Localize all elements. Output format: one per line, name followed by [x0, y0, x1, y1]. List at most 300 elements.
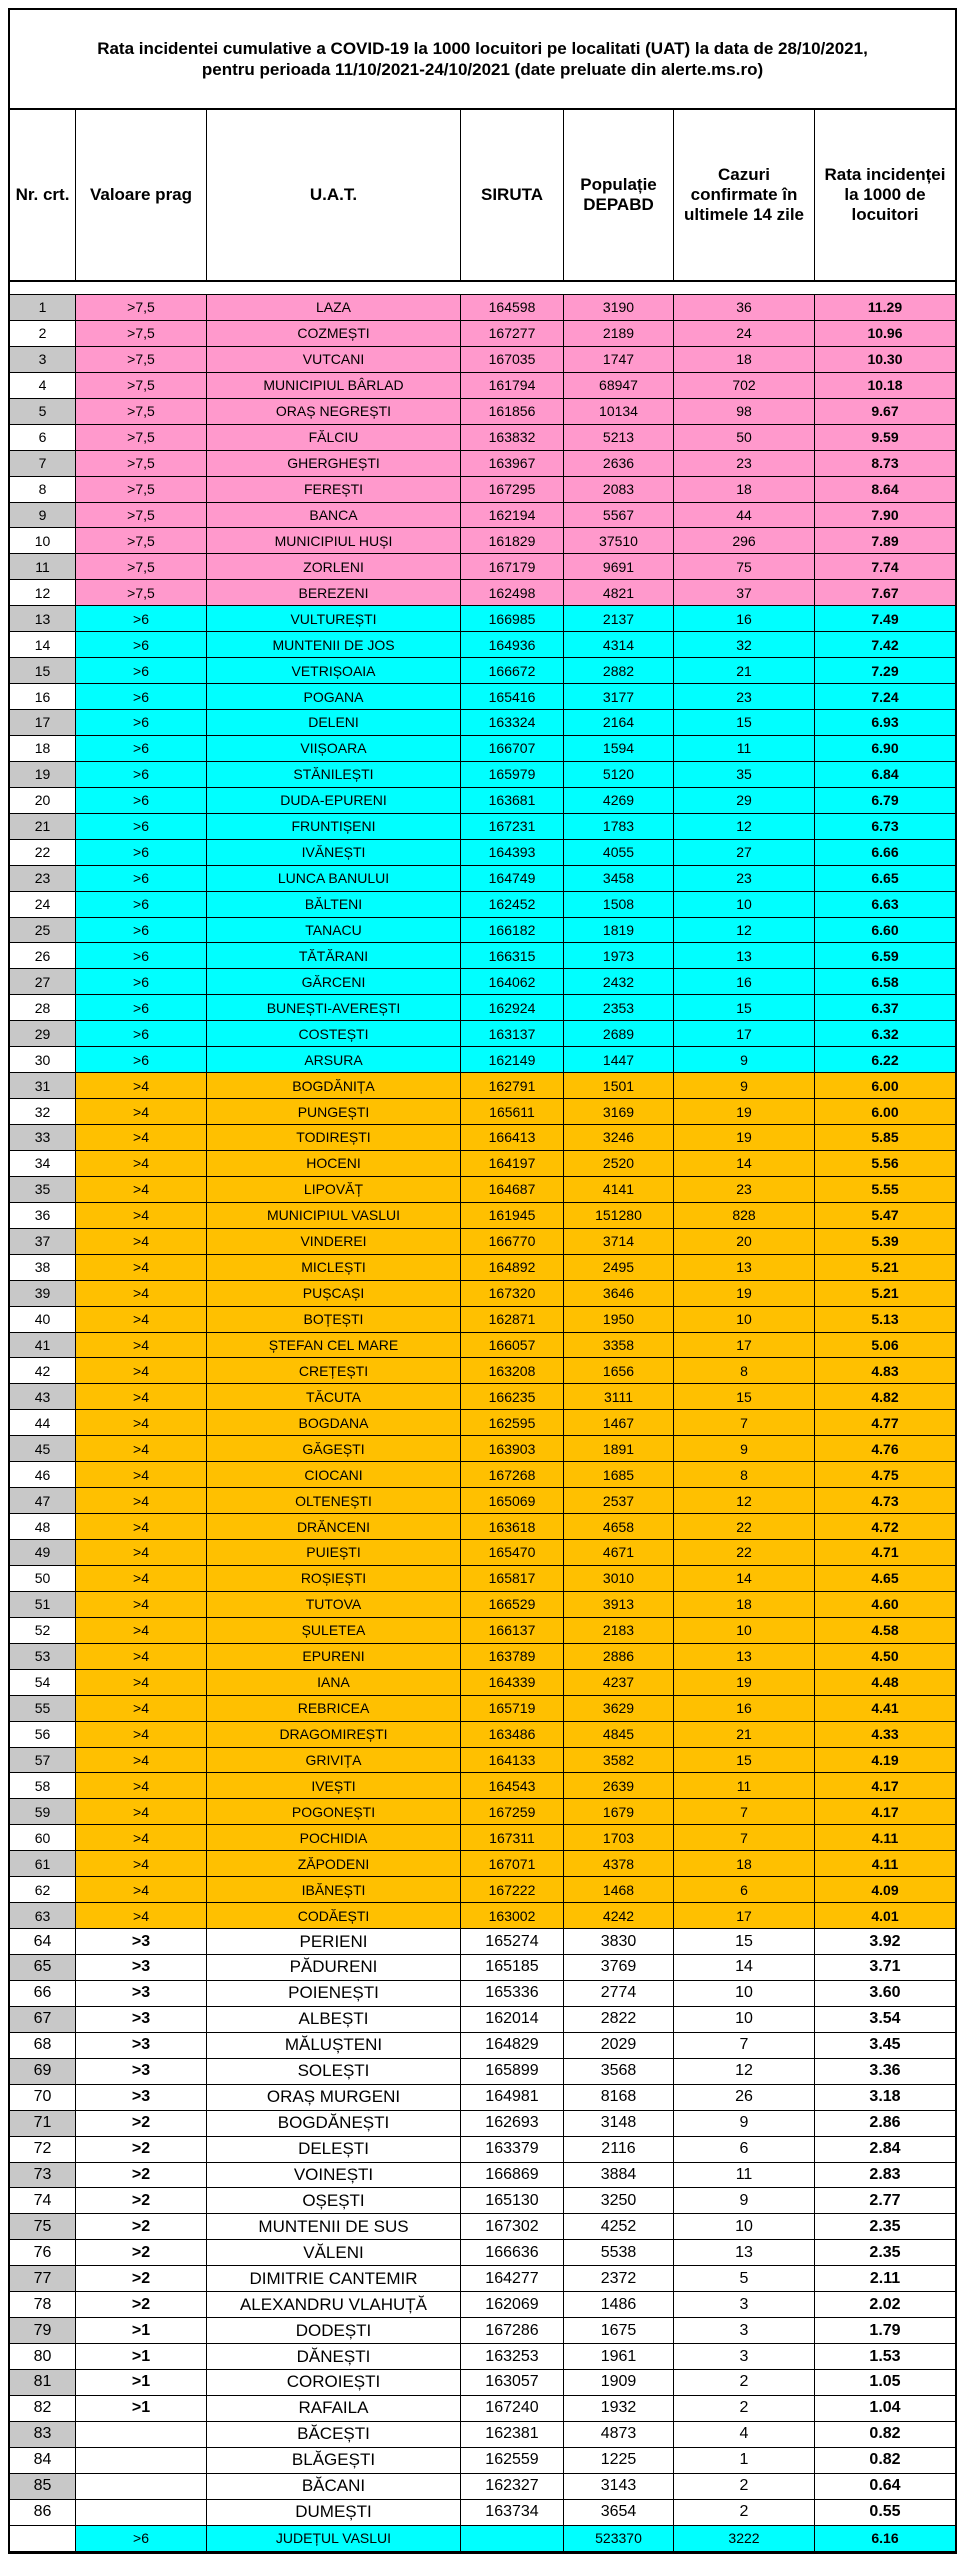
cell-nr: 42: [10, 1358, 76, 1383]
cell-siruta: 163789: [461, 1644, 564, 1669]
cell-populatie: 4378: [564, 1851, 674, 1876]
cell-uat: FĂLCIU: [207, 425, 461, 450]
cell-rata: 10.96: [867, 325, 903, 342]
cell-prag: >6: [76, 632, 207, 657]
cell-rata: 2.02: [869, 2295, 901, 2313]
cell-cazuri: 15: [674, 1748, 815, 1773]
cell-nr: 15: [10, 658, 76, 683]
cell-uat: POCHIDIA: [207, 1825, 461, 1850]
table-row: [10, 2370, 955, 2396]
cell-cazuri: 10: [674, 1618, 815, 1643]
cell-uat: CODĂEȘTI: [207, 1903, 461, 1928]
cell-rata: 6.00: [871, 1103, 899, 1120]
cell-uat: VĂLENI: [207, 2240, 461, 2265]
cell-populatie: 1225: [564, 2448, 674, 2473]
cell-populatie: 1468: [564, 1877, 674, 1902]
cell-populatie: 2372: [564, 2266, 674, 2291]
cell-uat: LAZA: [207, 295, 461, 320]
cell-populatie: 4237: [564, 1670, 674, 1695]
cell-cazuri: 7: [674, 1410, 815, 1435]
cell-rata: 6.00: [871, 1077, 899, 1094]
cell-nr: 4: [10, 373, 76, 398]
cell-rata: 4.17: [871, 1777, 899, 1794]
cell-populatie: 2639: [564, 1773, 674, 1798]
table-row: [10, 866, 955, 892]
table-row: [10, 2318, 955, 2344]
cell-populatie: 1679: [564, 1799, 674, 1824]
cell-nr: 19: [10, 762, 76, 787]
cell-nr: 65: [10, 1955, 76, 1980]
cell-uat: GHERGHEȘTI: [207, 451, 461, 476]
cell-rata: 4.17: [871, 1803, 899, 1820]
cell-rata: 10.18: [867, 377, 903, 394]
cell-rata: 6.58: [871, 973, 899, 990]
cell-uat: ROȘIEȘTI: [207, 1566, 461, 1591]
cell-cazuri: 18: [674, 1851, 815, 1876]
cell-prag: >4: [76, 1436, 207, 1461]
header-nr: Nr. crt.: [10, 110, 76, 280]
cell-siruta: 165069: [461, 1488, 564, 1513]
cell-populatie: 1747: [564, 347, 674, 372]
cell-siruta: 163967: [461, 451, 564, 476]
cell-siruta: 162381: [461, 2422, 564, 2447]
cell-rata: 4.11: [871, 1829, 899, 1846]
table-row: [10, 632, 955, 658]
cell-cazuri: 10: [674, 1307, 815, 1332]
cell-uat: VOINEȘTI: [207, 2163, 461, 2188]
cell-nr: 79: [10, 2318, 76, 2343]
table-row: [10, 1462, 955, 1488]
cell-populatie: 4269: [564, 788, 674, 813]
cell-siruta: 167302: [461, 2214, 564, 2239]
cell-uat: SOLEȘTI: [207, 2059, 461, 2084]
cell-prag: >2: [76, 2292, 207, 2317]
cell-rata: 7.89: [871, 532, 899, 549]
cell-nr: 54: [10, 1670, 76, 1695]
cell-nr: 62: [10, 1877, 76, 1902]
cell-rata: 6.90: [871, 740, 899, 757]
cell-nr: 6: [10, 425, 76, 450]
table-row: [10, 580, 955, 606]
cell-siruta: 162693: [461, 2111, 564, 2136]
table-row: [10, 1073, 955, 1099]
cell-populatie: 1961: [564, 2344, 674, 2369]
cell-uat: ȘULETEA: [207, 1618, 461, 1643]
cell-populatie: 1685: [564, 1462, 674, 1487]
cell-rata: 5.13: [871, 1311, 899, 1328]
cell-prag: >6: [76, 892, 207, 917]
cell-populatie: 3884: [564, 2163, 674, 2188]
cell-rata: 4.01: [871, 1907, 899, 1924]
cell-rata: 6.37: [871, 999, 899, 1016]
cell-rata: 0.64: [869, 2477, 901, 2495]
cell-siruta: 163137: [461, 1021, 564, 1046]
cell-uat: PUNGEȘTI: [207, 1099, 461, 1124]
cell-nr: 55: [10, 1696, 76, 1721]
cell-uat: COZMEȘTI: [207, 321, 461, 346]
cell-uat: IVEȘTI: [207, 1773, 461, 1798]
table-row: [10, 1929, 955, 1955]
cell-siruta: 166235: [461, 1384, 564, 1409]
cell-uat: DRAGOMIREȘTI: [207, 1722, 461, 1747]
cell-cazuri: 12: [674, 918, 815, 943]
cell-rata: 5.21: [871, 1259, 899, 1276]
cell-prag: >3: [76, 2085, 207, 2110]
cell-populatie: 1932: [564, 2396, 674, 2421]
cell-cazuri: 20: [674, 1229, 815, 1254]
cell-uat: DRĂNCENI: [207, 1514, 461, 1539]
cell-rata: 0.82: [869, 2425, 901, 2443]
cell-cazuri: 10: [674, 892, 815, 917]
cell-uat: IVĂNEȘTI: [207, 840, 461, 865]
cell-rata: 9.67: [871, 403, 899, 420]
cell-nr: 58: [10, 1773, 76, 1798]
table-row: [10, 606, 955, 632]
cell-uat: MUNICIPIUL VASLUI: [207, 1203, 461, 1228]
table-row: [10, 1229, 955, 1255]
cell-populatie: 2774: [564, 1981, 674, 2006]
cell-siruta: 163002: [461, 1903, 564, 1928]
cell-prag: >4: [76, 1696, 207, 1721]
table-row: [10, 2007, 955, 2033]
cell-nr: 44: [10, 1410, 76, 1435]
table-row: [10, 658, 955, 684]
cell-rata: 3.45: [869, 2036, 901, 2054]
header-uat: U.A.T.: [207, 110, 461, 280]
cell-siruta: 167179: [461, 554, 564, 579]
cell-siruta: 165899: [461, 2059, 564, 2084]
cell-nr: 71: [10, 2111, 76, 2136]
cell-cazuri: 15: [674, 1384, 815, 1409]
cell-nr: 38: [10, 1255, 76, 1280]
cell-cazuri: 12: [674, 1488, 815, 1513]
table-row: [10, 736, 955, 762]
cell-rata: 4.72: [871, 1518, 899, 1535]
cell-uat: GRIVIȚA: [207, 1748, 461, 1773]
table-row: [10, 2448, 955, 2474]
table-row: [10, 1670, 955, 1696]
cell-prag: >7,5: [76, 477, 207, 502]
table-row: [10, 1047, 955, 1073]
cell-populatie: 2432: [564, 969, 674, 994]
cell-prag: >7,5: [76, 528, 207, 553]
cell-cazuri: 98: [674, 399, 815, 424]
table-row: [10, 1307, 955, 1333]
cell-nr: 8: [10, 477, 76, 502]
cell-prag: >4: [76, 1462, 207, 1487]
cell-nr: 24: [10, 892, 76, 917]
table-row: [10, 295, 955, 321]
cell-uat: TODIREȘTI: [207, 1125, 461, 1150]
cell-rata: 6.22: [871, 1051, 899, 1068]
cell-prag: >7,5: [76, 373, 207, 398]
cell-nr: 43: [10, 1384, 76, 1409]
cell-rata: 2.35: [869, 2217, 901, 2235]
cell-siruta: 162871: [461, 1307, 564, 1332]
cell-nr: 49: [10, 1540, 76, 1565]
header-prag: Valoare prag: [76, 110, 207, 280]
cell-nr: 16: [10, 684, 76, 709]
cell-prag: >1: [76, 2396, 207, 2421]
cell-uat: ORAȘ MURGENI: [207, 2085, 461, 2110]
cell-siruta: 166315: [461, 943, 564, 968]
cell-cazuri: 24: [674, 321, 815, 346]
cell-populatie: 4821: [564, 580, 674, 605]
cell-cazuri: 10: [674, 1981, 815, 2006]
cell-populatie: 1467: [564, 1410, 674, 1435]
cell-prag: >6: [76, 866, 207, 891]
cell-prag: >4: [76, 1410, 207, 1435]
table-row: [10, 554, 955, 580]
cell-cazuri: 16: [674, 969, 815, 994]
cell-prag: >3: [76, 2007, 207, 2032]
cell-siruta: 162327: [461, 2474, 564, 2499]
cell-prag: >4: [76, 1073, 207, 1098]
cell-nr: 29: [10, 1021, 76, 1046]
cell-rata: 4.41: [871, 1700, 899, 1717]
cell-siruta: 161945: [461, 1203, 564, 1228]
cell-cazuri: 9: [674, 2188, 815, 2213]
cell-siruta: 163253: [461, 2344, 564, 2369]
cell-cazuri: 15: [674, 1929, 815, 1954]
cell-populatie: 1447: [564, 1047, 674, 1072]
cell-cazuri: 10: [674, 2214, 815, 2239]
table-row: [10, 1333, 955, 1359]
table-row: [10, 2214, 955, 2240]
cell-rata: 8.64: [871, 481, 899, 498]
table-row: [10, 347, 955, 373]
cell-uat: DIMITRIE CANTEMIR: [207, 2266, 461, 2291]
cell-nr: 36: [10, 1203, 76, 1228]
cell-nr: 17: [10, 710, 76, 735]
cell-rata: 4.58: [871, 1622, 899, 1639]
cell-rata: 8.73: [871, 455, 899, 472]
cell-uat: ALBEȘTI: [207, 2007, 461, 2032]
cell-populatie: 1950: [564, 1307, 674, 1332]
cell-nr: 75: [10, 2214, 76, 2239]
cell-rata: 6.63: [871, 896, 899, 913]
cell-siruta: 163379: [461, 2137, 564, 2162]
cell-rata: 1.79: [869, 2321, 901, 2339]
cell-siruta: 167071: [461, 1851, 564, 1876]
table-row: [10, 2188, 955, 2214]
table-row: [10, 503, 955, 529]
cell-rata: 3.92: [869, 1932, 901, 1950]
cell-rata: 0.82: [869, 2451, 901, 2469]
cell-populatie: 2116: [564, 2137, 674, 2162]
cell-prag: >4: [76, 1177, 207, 1202]
table-row: [10, 788, 955, 814]
cell-siruta: 164936: [461, 632, 564, 657]
cell-rata: 6.32: [871, 1025, 899, 1042]
cell-prag: >1: [76, 2344, 207, 2369]
cell-nr: 80: [10, 2344, 76, 2369]
cell-populatie: 3177: [564, 684, 674, 709]
cell-prag: >3: [76, 1955, 207, 1980]
cell-rata: 1.53: [869, 2347, 901, 2365]
cell-populatie: 5213: [564, 425, 674, 450]
cell-prag: >4: [76, 1618, 207, 1643]
cell-uat: BOGDANA: [207, 1410, 461, 1435]
cell-populatie: 2822: [564, 2007, 674, 2032]
cell-prag: >1: [76, 2370, 207, 2395]
table-row: [10, 477, 955, 503]
cell-cazuri: 4: [674, 2422, 815, 2447]
cell-uat: BOGDĂNEȘTI: [207, 2111, 461, 2136]
cell-uat: PĂDURENI: [207, 1955, 461, 1980]
cell-siruta: 164829: [461, 2033, 564, 2058]
cell-prag: >4: [76, 1748, 207, 1773]
cell-uat: VULTUREȘTI: [207, 606, 461, 631]
cell-siruta: 161829: [461, 528, 564, 553]
cell-siruta: 167286: [461, 2318, 564, 2343]
cell-siruta: 163057: [461, 2370, 564, 2395]
cell-nr: 32: [10, 1099, 76, 1124]
cell-prag: >2: [76, 2266, 207, 2291]
cell-prag: >6: [76, 943, 207, 968]
cell-nr: 78: [10, 2292, 76, 2317]
table-row: [10, 1177, 955, 1203]
cell-prag: >1: [76, 2318, 207, 2343]
cell-cazuri: 8: [674, 1462, 815, 1487]
cell-uat: BANCA: [207, 503, 461, 528]
total-uat: JUDEȚUL VASLUI: [207, 2526, 461, 2551]
cell-prag: >4: [76, 1592, 207, 1617]
cell-prag: >7,5: [76, 451, 207, 476]
cell-nr: 76: [10, 2240, 76, 2265]
table-row: [10, 2033, 955, 2059]
cell-rata: 5.55: [871, 1181, 899, 1198]
table-row: [10, 1125, 955, 1151]
table-row: [10, 425, 955, 451]
cell-uat: FEREȘTI: [207, 477, 461, 502]
cell-nr: 7: [10, 451, 76, 476]
cell-nr: 47: [10, 1488, 76, 1513]
table-title: [10, 10, 955, 110]
total-cazuri: 3222: [674, 2526, 815, 2551]
cell-cazuri: 17: [674, 1021, 815, 1046]
cell-prag: >7,5: [76, 503, 207, 528]
cell-siruta: 165185: [461, 1955, 564, 1980]
cell-uat: RAFAILA: [207, 2396, 461, 2421]
cell-nr: 51: [10, 1592, 76, 1617]
cell-rata: 4.19: [871, 1751, 899, 1768]
cell-nr: 57: [10, 1748, 76, 1773]
cell-uat: ORAȘ NEGREȘTI: [207, 399, 461, 424]
cell-populatie: 2183: [564, 1618, 674, 1643]
cell-nr: 11: [10, 554, 76, 579]
cell-prag: [76, 2500, 207, 2525]
cell-rata: 3.60: [869, 1984, 901, 2002]
cell-rata: 7.90: [871, 506, 899, 523]
cell-uat: ALEXANDRU VLAHUȚĂ: [207, 2292, 461, 2317]
cell-siruta: 166137: [461, 1618, 564, 1643]
table-row: [10, 892, 955, 918]
cell-nr: 9: [10, 503, 76, 528]
cell-uat: ȘTEFAN CEL MARE: [207, 1333, 461, 1358]
table-row: [10, 840, 955, 866]
table-row: [10, 1825, 955, 1851]
table-row: [10, 969, 955, 995]
cell-siruta: 164197: [461, 1151, 564, 1176]
cell-rata: 4.76: [871, 1440, 899, 1457]
cell-siruta: 164133: [461, 1748, 564, 1773]
table-row: [10, 684, 955, 710]
table-row: [10, 2059, 955, 2085]
cell-rata: 2.86: [869, 2114, 901, 2132]
table-row: [10, 2344, 955, 2370]
cell-siruta: 167320: [461, 1281, 564, 1306]
table-row: [10, 321, 955, 347]
cell-siruta: 164543: [461, 1773, 564, 1798]
table-row: [10, 2266, 955, 2292]
table-row: [10, 2500, 955, 2526]
cell-cazuri: 702: [674, 373, 815, 398]
cell-uat: CREȚEȘTI: [207, 1358, 461, 1383]
cell-uat: PUȘCAȘI: [207, 1281, 461, 1306]
cell-cazuri: 296: [674, 528, 815, 553]
cell-prag: >4: [76, 1255, 207, 1280]
cell-uat: DUMEȘTI: [207, 2500, 461, 2525]
cell-siruta: 167035: [461, 347, 564, 372]
cell-siruta: 166869: [461, 2163, 564, 2188]
cell-siruta: 163324: [461, 710, 564, 735]
cell-rata: 5.21: [871, 1285, 899, 1302]
cell-cazuri: 11: [674, 736, 815, 761]
cell-uat: VUTCANI: [207, 347, 461, 372]
table-row: [10, 1877, 955, 1903]
cell-nr: 69: [10, 2059, 76, 2084]
cell-prag: >6: [76, 918, 207, 943]
cell-uat: MĂLUȘTENI: [207, 2033, 461, 2058]
cell-siruta: 163208: [461, 1358, 564, 1383]
cell-prag: >4: [76, 1903, 207, 1928]
table-row: [10, 1566, 955, 1592]
cell-nr: 85: [10, 2474, 76, 2499]
cell-nr: 50: [10, 1566, 76, 1591]
cell-cazuri: 21: [674, 658, 815, 683]
cell-cazuri: 2: [674, 2370, 815, 2395]
table-row: [10, 943, 955, 969]
cell-nr: 45: [10, 1436, 76, 1461]
cell-populatie: 3143: [564, 2474, 674, 2499]
cell-cazuri: 14: [674, 1955, 815, 1980]
cell-uat: ZORLENI: [207, 554, 461, 579]
total-nr: [10, 2526, 76, 2551]
cell-siruta: 163486: [461, 1722, 564, 1747]
cell-populatie: 3458: [564, 866, 674, 891]
cell-siruta: 165611: [461, 1099, 564, 1124]
cell-siruta: 166770: [461, 1229, 564, 1254]
cell-populatie: 2137: [564, 606, 674, 631]
cell-uat: ZĂPODENI: [207, 1851, 461, 1876]
total-rata: 6.16: [871, 2530, 899, 2547]
cell-populatie: 2689: [564, 1021, 674, 1046]
cell-nr: 23: [10, 866, 76, 891]
cell-populatie: 3654: [564, 2500, 674, 2525]
cell-prag: >3: [76, 1981, 207, 2006]
cell-nr: 2: [10, 321, 76, 346]
table-row: [10, 1722, 955, 1748]
cell-prag: >6: [76, 814, 207, 839]
cell-populatie: 3646: [564, 1281, 674, 1306]
cell-populatie: 4314: [564, 632, 674, 657]
cell-populatie: 1909: [564, 2370, 674, 2395]
header-cazuri: Cazuri confirmate în ultimele 14 zile: [674, 110, 815, 280]
cell-populatie: 3913: [564, 1592, 674, 1617]
table-row: [10, 1281, 955, 1307]
cell-cazuri: 23: [674, 1177, 815, 1202]
